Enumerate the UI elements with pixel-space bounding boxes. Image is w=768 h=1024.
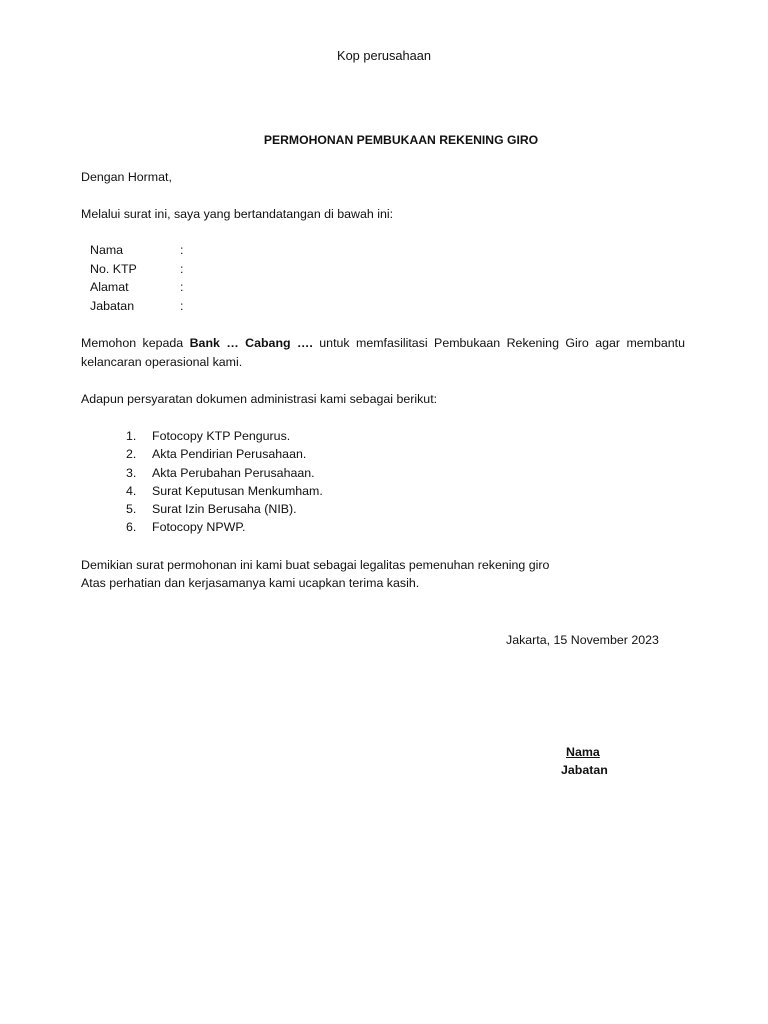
list-item [126, 427, 323, 445]
list-item-text: Akta Pendirian Perusahaan. [152, 447, 307, 462]
identity-row-address [90, 278, 190, 297]
identity-colon: : [180, 280, 184, 294]
requirements-intro: Adapun persyaratan dokumen administrasi kami sebagai berikut: [81, 392, 438, 406]
list-item-text: Akta Perubahan Perusahaan. [152, 465, 315, 480]
identity-row-position [90, 297, 190, 316]
list-item-text: Fotocopy KTP Pengurus. [152, 429, 291, 443]
identity-row-ktp [90, 260, 190, 279]
place-date: Jakarta, 15 November 2023 [506, 633, 659, 647]
identity-colon: : [180, 298, 184, 313]
letterhead: Kop perusahaan [337, 48, 431, 63]
identity-label: Alamat [90, 280, 129, 294]
salutation: Dengan Hormat, [81, 170, 172, 184]
list-item [126, 445, 323, 463]
closing-line-2: Atas perhatian dan kerjasamanya kami ucapkan terima kasih. [81, 576, 420, 590]
list-item [126, 500, 323, 518]
closing-line-1: Demikian surat permohonan ini kami buat sebagai legalitas pemenuhan rekening giro [81, 558, 550, 572]
bank-name: Bank … Cabang …. [189, 336, 313, 350]
request-paragraph [81, 334, 685, 371]
list-item [126, 482, 323, 500]
list-item-number: 6. [126, 520, 137, 535]
document-list [126, 427, 323, 537]
list-item-number: 2. [126, 447, 137, 462]
identity-row-name [90, 241, 190, 260]
letter-subject: PERMOHONAN PEMBUKAAN REKENING GIRO [263, 133, 539, 147]
intro-paragraph: Melalui surat ini, saya yang bertandatangan di bawah ini: [81, 207, 394, 221]
list-item [126, 464, 323, 482]
identity-block [90, 241, 190, 315]
request-prefix: Memohon kepada [81, 336, 190, 350]
list-item-text: Fotocopy NPWP. [152, 520, 246, 535]
signatory-title: Jabatan [561, 763, 608, 777]
list-item-number: 4. [126, 483, 137, 498]
identity-label: No. KTP [90, 261, 137, 276]
list-item-number: 3. [126, 465, 137, 480]
list-item-number: 1. [126, 429, 137, 443]
signatory-name: Nama [566, 745, 600, 759]
list-item [126, 518, 323, 536]
identity-label: Nama [90, 243, 124, 257]
list-item-text: Surat Izin Berusaha (NIB). [152, 502, 297, 517]
list-item-text: Surat Keputusan Menkumham. [152, 483, 323, 498]
identity-colon: : [180, 261, 184, 276]
identity-colon: : [180, 243, 184, 257]
list-item-number: 5. [126, 502, 137, 517]
request-suffix: untuk memfasilitasi Pembukaan Rekening Giro agar membantu kelancaran operasional kami. [81, 336, 685, 369]
identity-label: Jabatan [90, 298, 135, 313]
